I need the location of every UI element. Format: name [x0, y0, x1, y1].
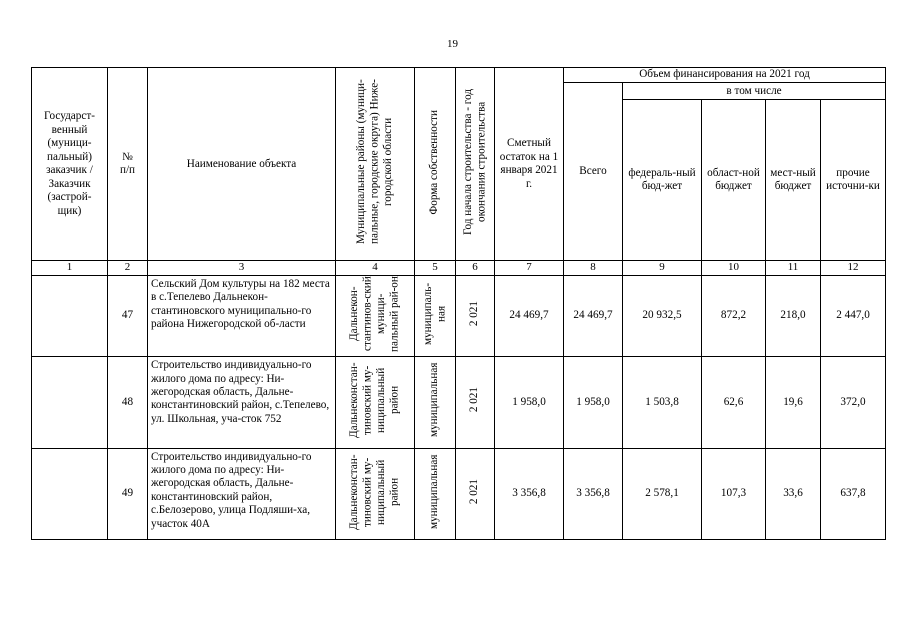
page-number: 19: [447, 38, 458, 50]
column-number: 8: [564, 261, 623, 275]
header-financing-title: Объем финансирования на 2021 год: [564, 68, 886, 83]
row-total: 3 356,8: [564, 448, 623, 539]
row-regional: 62,6: [702, 357, 766, 448]
row-customer: [32, 275, 108, 356]
row-remaining: 1 958,0: [495, 357, 564, 448]
column-number: 4: [336, 261, 415, 275]
row-number: 49: [108, 448, 148, 539]
header-total: Всего: [564, 83, 623, 261]
row-number: 47: [108, 275, 148, 356]
row-total: 1 958,0: [564, 357, 623, 448]
row-object-name: Строительство индивидуально-го жилого дома по адресу: Ни-жегородская область, Дальне-константиновский район, с.Тепелево, ул. Школьная, уча-сток 752: [148, 357, 336, 448]
column-number: 3: [148, 261, 336, 275]
header-years: Год начала строительства - год окончания строительства: [456, 68, 495, 261]
row-customer: [32, 448, 108, 539]
column-number: 1: [32, 261, 108, 275]
row-federal: 2 578,1: [623, 448, 702, 539]
row-ownership: муниципальная: [415, 448, 456, 539]
row-local: 33,6: [766, 448, 821, 539]
table-row: [32, 448, 886, 539]
row-federal: 20 932,5: [623, 275, 702, 356]
column-number: 12: [821, 261, 886, 275]
table-row: [32, 357, 886, 448]
header-number: № п/п: [108, 68, 148, 261]
row-municipality: Дальнеконстан-тиновский му-ниципальный район: [336, 357, 415, 448]
header-federal: федераль-ный бюд-жет: [623, 100, 702, 261]
row-federal: 1 503,8: [623, 357, 702, 448]
row-remaining: 24 469,7: [495, 275, 564, 356]
row-object-name: Сельский Дом культуры на 182 места в с.Тепелево Дальнекон-стантиновского муниципально-го района Нижегородской об-ласти: [148, 275, 336, 356]
row-ownership: муниципаль-ная: [415, 275, 456, 356]
header-object-name: Наименование объекта: [148, 68, 336, 261]
header-municipality: Муниципальные районы (муници-пальные, городские округа) Ниже-городской области: [336, 68, 415, 261]
row-regional: 872,2: [702, 275, 766, 356]
header-including: в том числе: [623, 83, 886, 100]
row-municipality: Дальнеконстан-тиновский му-ниципальный район: [336, 448, 415, 539]
row-regional: 107,3: [702, 448, 766, 539]
header-local: мест-ный бюджет: [766, 100, 821, 261]
header-regional: област-ной бюджет: [702, 100, 766, 261]
column-number: 9: [623, 261, 702, 275]
row-customer: [32, 357, 108, 448]
row-year: 2 021: [456, 357, 495, 448]
row-local: 19,6: [766, 357, 821, 448]
row-other: 637,8: [821, 448, 886, 539]
row-municipality: Дальнекон-стантинов-ский муници-пальный рай-он: [336, 275, 415, 356]
table-row: [32, 275, 886, 356]
row-ownership: муниципальная: [415, 357, 456, 448]
row-other: 2 447,0: [821, 275, 886, 356]
header-remaining: Сметный остаток на 1 января 2021 г.: [495, 68, 564, 261]
row-year: 2 021: [456, 275, 495, 356]
column-number: 5: [415, 261, 456, 275]
column-number: 2: [108, 261, 148, 275]
column-number: 10: [702, 261, 766, 275]
row-local: 218,0: [766, 275, 821, 356]
header-customer: Государст- венный (муници- пальный) заказчик / Заказчик (застрой- щик): [32, 68, 108, 261]
row-remaining: 3 356,8: [495, 448, 564, 539]
row-object-name: Строительство индивидуально-го жилого дома по адресу: Ни-жегородская область, Дальне-константиновский район, с.Белозерово, улица Подляши-ха, участок 40А: [148, 448, 336, 539]
row-other: 372,0: [821, 357, 886, 448]
column-number: 11: [766, 261, 821, 275]
row-total: 24 469,7: [564, 275, 623, 356]
row-year: 2 021: [456, 448, 495, 539]
row-number: 48: [108, 357, 148, 448]
header-ownership: Форма собственности: [415, 68, 456, 261]
column-number: 6: [456, 261, 495, 275]
header-other: прочие источни-ки: [821, 100, 886, 261]
financing-table: [31, 67, 886, 540]
column-number: 7: [495, 261, 564, 275]
